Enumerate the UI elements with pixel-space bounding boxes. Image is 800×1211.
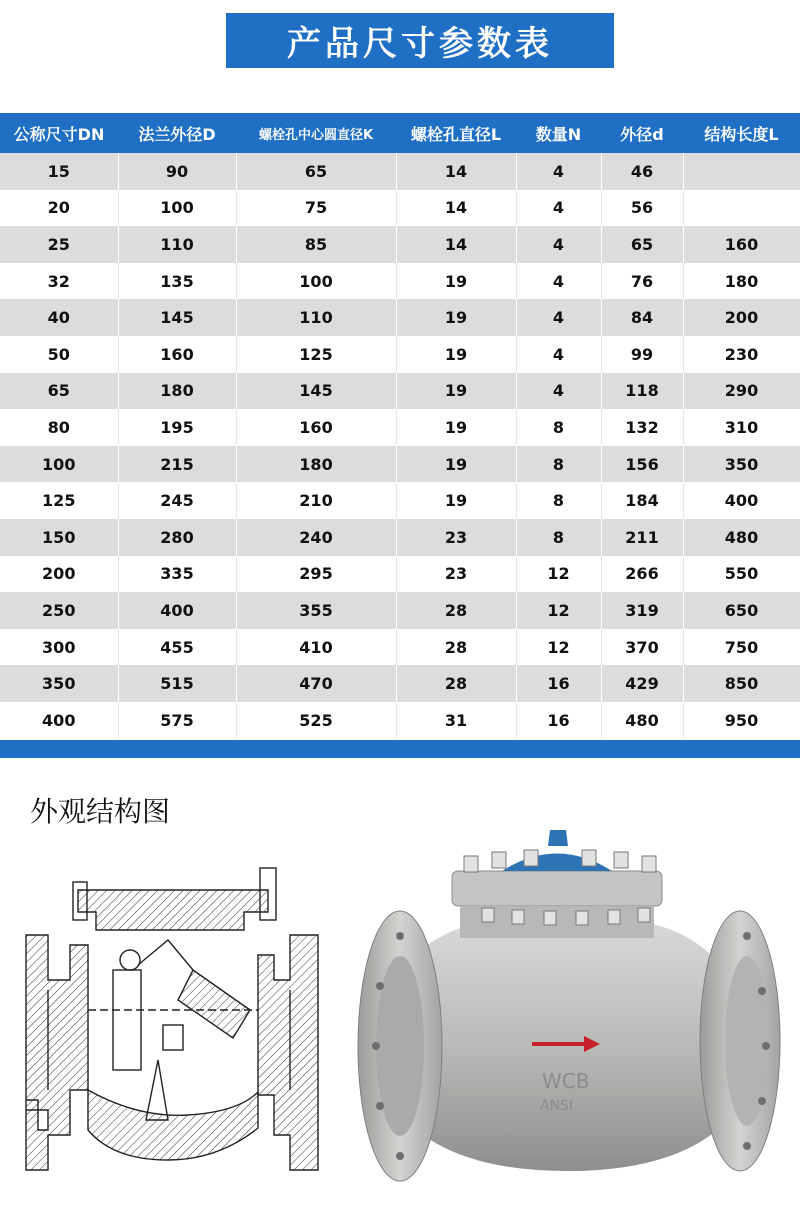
- cell-outer-d: 211: [601, 519, 683, 556]
- header-count: 数量N: [516, 113, 601, 153]
- cell-flange-od: 100: [118, 190, 236, 227]
- spec-table: [0, 113, 800, 739]
- cell-flange-od: 135: [118, 263, 236, 300]
- cell-dn: 15: [0, 153, 118, 190]
- cell-flange-od: 400: [118, 592, 236, 629]
- cell-dn: 20: [0, 190, 118, 227]
- cell-count: 12: [516, 556, 601, 593]
- cell-count: 12: [516, 592, 601, 629]
- cell-outer-d: 156: [601, 446, 683, 483]
- body-marking-wcb: WCB: [542, 1069, 590, 1093]
- cell-length: 400: [683, 482, 800, 519]
- cell-dn: 80: [0, 409, 118, 446]
- cell-bolt-hole: 19: [396, 446, 516, 483]
- cell-bolt-hole: 28: [396, 629, 516, 666]
- cell-count: 4: [516, 263, 601, 300]
- cell-outer-d: 46: [601, 153, 683, 190]
- cell-outer-d: 429: [601, 665, 683, 702]
- cell-dn: 100: [0, 446, 118, 483]
- cell-dn: 300: [0, 629, 118, 666]
- cell-bolt-hole: 14: [396, 226, 516, 263]
- cell-length: 310: [683, 409, 800, 446]
- cell-bolt-circle: 160: [236, 409, 396, 446]
- cell-length: 750: [683, 629, 800, 666]
- cell-bolt-circle: 100: [236, 263, 396, 300]
- cell-count: 12: [516, 629, 601, 666]
- cell-flange-od: 90: [118, 153, 236, 190]
- table-row: [0, 519, 800, 556]
- cell-count: 8: [516, 409, 601, 446]
- cell-dn: 25: [0, 226, 118, 263]
- table-row: [0, 665, 800, 702]
- cell-outer-d: 76: [601, 263, 683, 300]
- cell-dn: 125: [0, 482, 118, 519]
- swing-check-valve-photo: [352, 826, 784, 1186]
- cell-bolt-hole: 28: [396, 592, 516, 629]
- cell-dn: 50: [0, 336, 118, 373]
- table-row: [0, 446, 800, 483]
- cell-bolt-hole: 19: [396, 263, 516, 300]
- cell-bolt-circle: 525: [236, 702, 396, 739]
- cell-bolt-hole: 23: [396, 556, 516, 593]
- cell-length: 850: [683, 665, 800, 702]
- cell-flange-od: 215: [118, 446, 236, 483]
- table-row: [0, 190, 800, 227]
- cell-bolt-hole: 19: [396, 373, 516, 410]
- cell-bolt-hole: 19: [396, 482, 516, 519]
- header-length: 结构长度L: [683, 113, 800, 153]
- cell-outer-d: 370: [601, 629, 683, 666]
- cell-count: 16: [516, 702, 601, 739]
- cell-bolt-circle: 295: [236, 556, 396, 593]
- header-flange-od: 法兰外径D: [118, 113, 236, 153]
- cell-bolt-circle: 65: [236, 153, 396, 190]
- cell-count: 4: [516, 153, 601, 190]
- header-outer-d: 外径d: [601, 113, 683, 153]
- valve-cross-section-drawing: [18, 860, 333, 1175]
- cell-count: 8: [516, 446, 601, 483]
- cell-dn: 40: [0, 299, 118, 336]
- cell-bolt-hole: 14: [396, 190, 516, 227]
- cell-outer-d: 480: [601, 702, 683, 739]
- cell-length: 230: [683, 336, 800, 373]
- cell-outer-d: 84: [601, 299, 683, 336]
- cell-dn: 65: [0, 373, 118, 410]
- cell-outer-d: 319: [601, 592, 683, 629]
- cell-flange-od: 180: [118, 373, 236, 410]
- cell-bolt-hole: 19: [396, 299, 516, 336]
- cell-bolt-circle: 180: [236, 446, 396, 483]
- cell-bolt-circle: 85: [236, 226, 396, 263]
- cell-bolt-circle: 145: [236, 373, 396, 410]
- cell-length: 200: [683, 299, 800, 336]
- table-row: [0, 702, 800, 739]
- cell-outer-d: 132: [601, 409, 683, 446]
- table-row: [0, 409, 800, 446]
- table-row: [0, 336, 800, 373]
- body-marking-ansi: ANSI: [540, 1098, 574, 1114]
- cell-bolt-circle: 355: [236, 592, 396, 629]
- cell-count: 4: [516, 190, 601, 227]
- cell-bolt-hole: 23: [396, 519, 516, 556]
- table-row: [0, 592, 800, 629]
- cell-bolt-circle: 410: [236, 629, 396, 666]
- cell-length: [683, 190, 800, 227]
- cell-outer-d: 99: [601, 336, 683, 373]
- cell-bolt-circle: 240: [236, 519, 396, 556]
- cell-bolt-circle: 75: [236, 190, 396, 227]
- cell-length: 550: [683, 556, 800, 593]
- table-row: [0, 482, 800, 519]
- cell-count: 4: [516, 299, 601, 336]
- cell-dn: 400: [0, 702, 118, 739]
- table-row: [0, 556, 800, 593]
- cell-bolt-hole: 19: [396, 336, 516, 373]
- table-row: [0, 263, 800, 300]
- cell-flange-od: 110: [118, 226, 236, 263]
- cell-outer-d: 184: [601, 482, 683, 519]
- cell-bolt-hole: 19: [396, 409, 516, 446]
- cell-dn: 250: [0, 592, 118, 629]
- table-row: [0, 299, 800, 336]
- cell-bolt-hole: 28: [396, 665, 516, 702]
- cell-count: 16: [516, 665, 601, 702]
- cell-flange-od: 515: [118, 665, 236, 702]
- cell-length: 160: [683, 226, 800, 263]
- cell-outer-d: 56: [601, 190, 683, 227]
- cell-flange-od: 335: [118, 556, 236, 593]
- table-header-row: [0, 113, 800, 153]
- cell-dn: 150: [0, 519, 118, 556]
- cell-outer-d: 65: [601, 226, 683, 263]
- cell-bolt-circle: 125: [236, 336, 396, 373]
- cell-dn: 32: [0, 263, 118, 300]
- cell-bolt-hole: 31: [396, 702, 516, 739]
- cell-bolt-circle: 210: [236, 482, 396, 519]
- header-bolt-circle: 螺栓孔中心圆直径K: [236, 113, 396, 153]
- cell-flange-od: 245: [118, 482, 236, 519]
- cell-flange-od: 145: [118, 299, 236, 336]
- header-bolt-hole: 螺栓孔直径L: [396, 113, 516, 153]
- cell-outer-d: 266: [601, 556, 683, 593]
- cell-length: 480: [683, 519, 800, 556]
- cell-dn: 200: [0, 556, 118, 593]
- cell-outer-d: 118: [601, 373, 683, 410]
- table-row: [0, 629, 800, 666]
- cell-count: 8: [516, 519, 601, 556]
- cell-count: 4: [516, 226, 601, 263]
- cell-length: 950: [683, 702, 800, 739]
- page-title: 产品尺寸参数表: [226, 13, 614, 68]
- cell-length: [683, 153, 800, 190]
- table-row: [0, 226, 800, 263]
- cell-count: 4: [516, 373, 601, 410]
- cell-flange-od: 280: [118, 519, 236, 556]
- cell-length: 290: [683, 373, 800, 410]
- cell-count: 8: [516, 482, 601, 519]
- cell-dn: 350: [0, 665, 118, 702]
- section-title: 外观结构图: [30, 795, 171, 828]
- cell-length: 350: [683, 446, 800, 483]
- cell-flange-od: 195: [118, 409, 236, 446]
- cell-count: 4: [516, 336, 601, 373]
- cell-length: 180: [683, 263, 800, 300]
- table-row: [0, 153, 800, 190]
- cell-bolt-circle: 470: [236, 665, 396, 702]
- cell-length: 650: [683, 592, 800, 629]
- header-dn: 公称尺寸DN: [0, 113, 118, 153]
- table-footer-bar: [0, 740, 800, 758]
- table-row: [0, 373, 800, 410]
- cell-flange-od: 575: [118, 702, 236, 739]
- cell-bolt-hole: 14: [396, 153, 516, 190]
- cell-flange-od: 160: [118, 336, 236, 373]
- cell-flange-od: 455: [118, 629, 236, 666]
- cell-bolt-circle: 110: [236, 299, 396, 336]
